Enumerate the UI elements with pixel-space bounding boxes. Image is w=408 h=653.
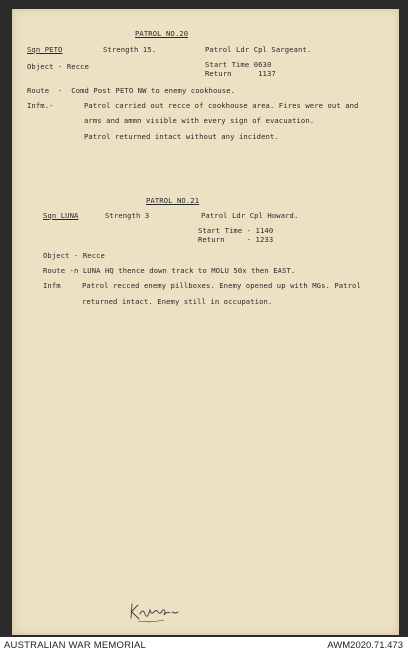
patrol-21-infm-line-1: Patrol recced enemy pillboxes. Enemy opened up with MGs. Patrol — [82, 281, 361, 290]
patrol-20-title: PATROL NO.20 — [135, 29, 189, 38]
patrol-20-return-time: Return 1137 — [205, 69, 276, 78]
patrol-20-leader: Patrol Ldr Cpl Sargeant. — [205, 45, 312, 54]
footer-bar — [0, 637, 408, 653]
patrol-21-infm-line-2: returned intact. Enemy still in occupation. — [82, 297, 273, 306]
footer-institution: AUSTRALIAN WAR MEMORIAL — [4, 640, 147, 651]
patrol-21-infm-label: Infm — [43, 281, 61, 290]
patrol-20-object: Object - Recce — [27, 62, 89, 71]
patrol-20-sqn: Sqn PETO — [27, 45, 63, 54]
patrol-20-route: Route - Comd Post PETO NW to enemy cookhouse. — [27, 86, 236, 95]
footer-catalogue-id: AWM2020.71.473 — [327, 640, 403, 651]
patrol-20-infm-label: Infm.- — [27, 101, 54, 110]
patrol-21-object: Object - Recce — [43, 251, 105, 260]
patrol-21-title: PATROL NO.21 — [146, 196, 200, 205]
patrol-20-infm-line-3: Patrol returned intact without any incident. — [84, 132, 279, 141]
patrol-20-strength: Strength 15. — [103, 45, 157, 54]
handwritten-signature — [128, 600, 180, 628]
document-page — [12, 9, 399, 635]
patrol-20-infm-line-2: arms and ammn visible with every sign of evacuation. — [84, 116, 315, 125]
patrol-21-return-time: Return - 1233 — [198, 235, 274, 244]
patrol-21-strength: Strength 3 — [105, 211, 150, 220]
patrol-21-start-time: Start Time - 1140 — [198, 226, 274, 235]
patrol-20-start-time: Start Time 0630 — [205, 60, 272, 69]
patrol-21-route: Route -n LUNA HQ thence down track to MOLU 50x then EAST. — [43, 266, 296, 275]
patrol-21-leader: Patrol Ldr Cpl Howard. — [201, 211, 299, 220]
patrol-20-infm-line-1: Patrol carried out recce of cookhouse area. Fires were out and — [84, 101, 359, 110]
patrol-21-sqn: Sqn LUNA — [43, 211, 79, 220]
